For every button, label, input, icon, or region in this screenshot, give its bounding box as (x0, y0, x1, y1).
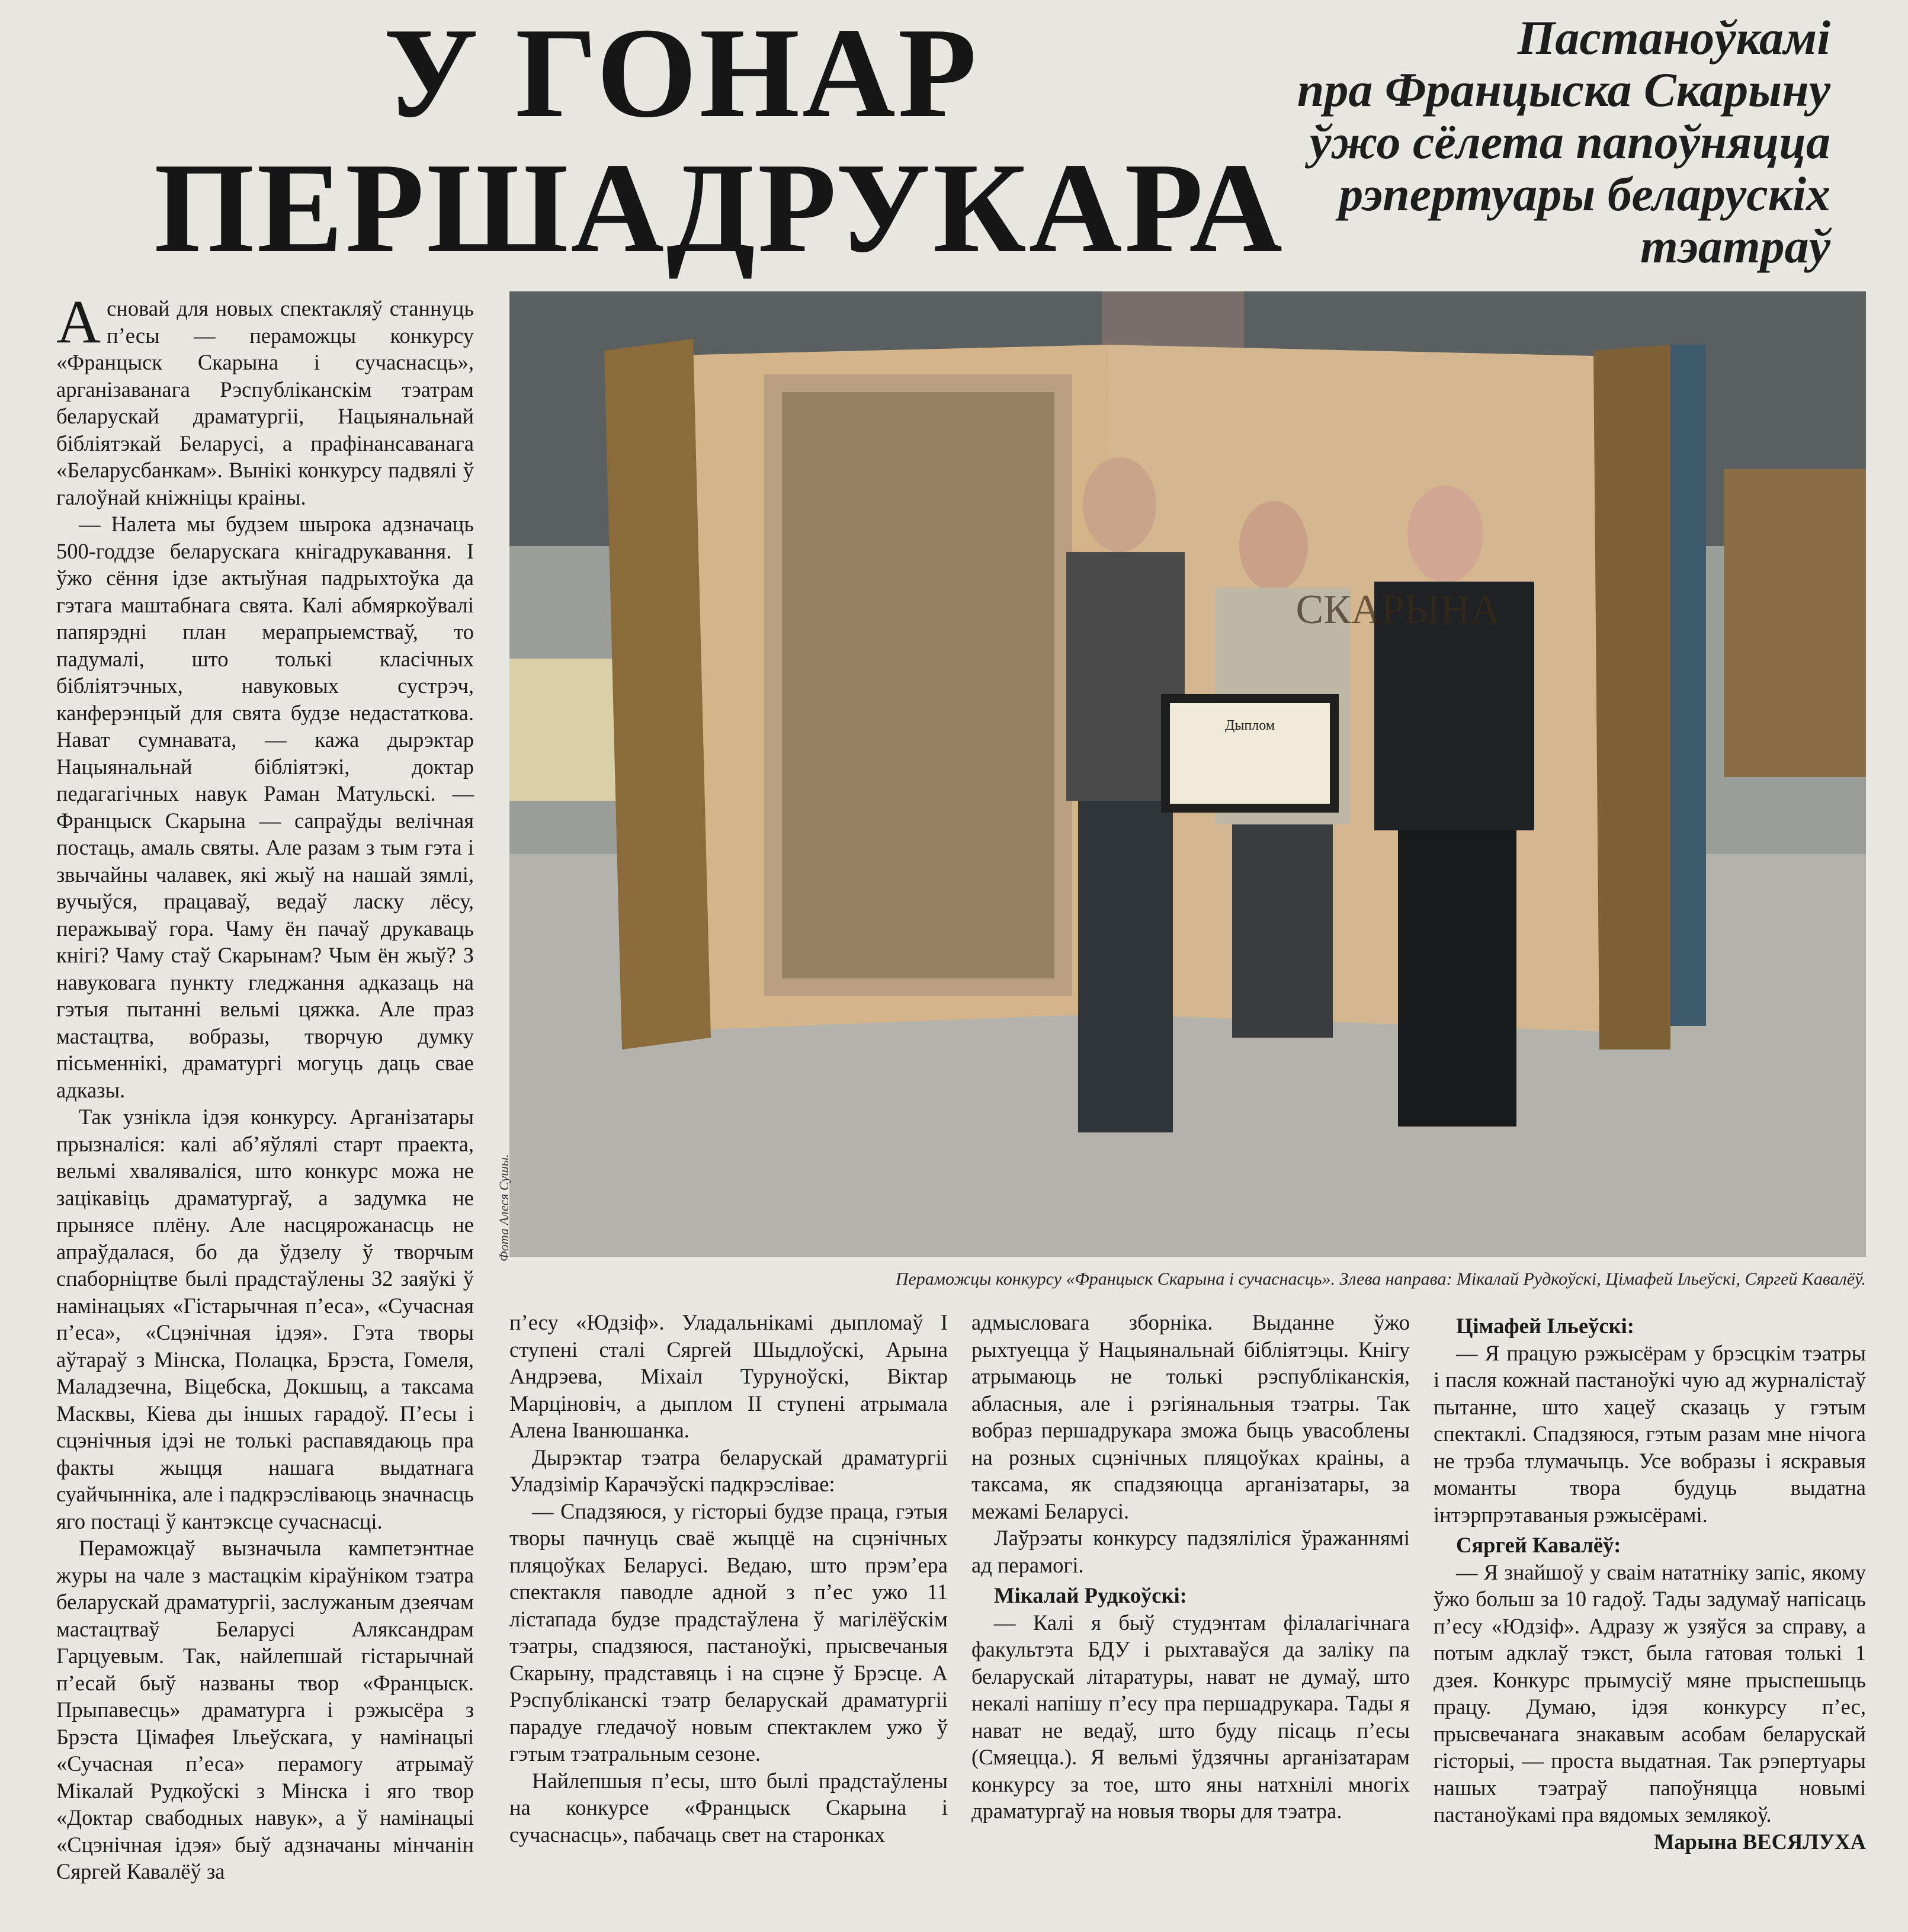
article-column-3 (971, 1309, 1410, 1825)
subhead-line-1: Пастаноўкамі (1517, 11, 1830, 65)
article-paragraph: Найлепшыя п’есы, што былі прадстаўлены на конкурсе «Францыск Скарына і сучаснасць», пабачаць свет на старонках (509, 1768, 948, 1847)
paragraph-text: сновай для новых спектакляў станнуць п’есы — пераможцы конкурсу «Францыск Скарына і сучаснасць», арганізаванага Рэспубліканскім тэатрам беларускай драматургіі, Нацыянальнай бібліятэкай Беларусі, а прафінансаванага «Беларусбанкам». Вынікі конкурсу падвялі ў галоўнай кніжніцы краіны. (56, 296, 474, 509)
article-column-4 (1434, 1309, 1866, 1855)
article-paragraph: адмысловага зборніка. Выданне ўжо рыхтуецца ў Нацыянальнай бібліятэцы. Кнігу атрымаюць не толькі рэспубліканскія, абласныя, але і рэгіянальныя тэатры. Так вобраз першадрукара зможа быць увасоблены на розных сцэнічных пляцоўках краіны, а таксама, як спадзяюцца арганізатары, за межамі Беларусі. (971, 1310, 1410, 1523)
drop-cap: А (56, 288, 101, 356)
article-paragraph: — Спадзяюся, у гісторыі будзе праца, гэтыя творы пачнуць сваё жыццё на сцэнічных пляцоўках Беларусі. Ведаю, што прэм’ера спектакля паводле адной з п’ес ужо 11 лістапада будзе прадстаўлена ў магілёўскім тэатры, спадзяюся, пастаноўкі, прысвечаныя Скарыну, прадставяць і на сцэне ў Брэсце. А Рэспубліканскі тэатр беларускай драматургіі парадуе гледачоў новым спектаклем ужо ў гэтым тэатральным сезоне. (509, 1498, 948, 1766)
diploma-title: Дыплом (1224, 718, 1275, 733)
headline (154, 2, 1285, 280)
article-column-2 (509, 1309, 948, 1848)
article-paragraph: — Калі я быў студэнтам філалагічнага факультэта БДУ і рыхтаваўся да заліку па беларускай літаратуры, нават не думаў, што некалі напішу п’есу пра першадрукара. Тады я нават не ведаў, што буду пісаць п’есы (Смяецца.). Я вельмі ўдзячны арганізатарам конкурсу за тое, што яны натхнілі многіх драматургаў на новыя творы для тэатра. (971, 1610, 1410, 1823)
subheadline (1268, 12, 1830, 272)
article-paragraph: Пераможцаў вызначыла кампетэнтнае журы на чале з мастацкім кіраўніком тэатра беларускай драматургіі, заслужаным дзеячам мастацтваў Беларусі Аляксандрам Гарцуевым. Так, найлепшай гістарычнай п’есай быў названы твор «Францыск. Прыпавесць» драматурга і рэжысёра з Брэста Цімафея Ільеўскага, у намінацыі «Сучасная п’еса» перамогу атрымаў Мікалай Рудкоўскі з Мінска і яго твор «Доктар свабодных навук», а ў намінацыі «Сцэнічная ідэя» быў адзначаны мінчанін Сяргей Кавалёў за (56, 1536, 474, 1883)
photo-illustration (509, 291, 1866, 1257)
author-byline (1434, 1828, 1866, 1856)
article-paragraph: п’есу «Юдзіф». Уладальнікамі дыпломаў І ступені сталі Сяргей Шыдлоўскі, Арына Андрэева, Міхаіл Туруноўскі, Віктар Марціновіч, а дыплом ІІ ступені атрымала Алена Іванюшанка. (509, 1310, 948, 1442)
article-paragraph (56, 288, 474, 511)
article-paragraph: Дырэктар тэатра беларускай драматургіі Уладзімір Карачэўскі падкрэслівае: (509, 1445, 948, 1496)
headline-line-2: ПЕРШАДРУКАРА (154, 137, 1285, 280)
book-lettering: СКАРЫНА (1295, 587, 1500, 633)
subhead-line-3: ўжо сёлета папоўняцца (1310, 115, 1830, 169)
photo-caption: Пераможцы конкурсу «Францыск Скарына і сучаснасць». Злева направа: Мікалай Рудкоўскі, Цімафей Ільеўскі, Сяргей Кавалёў. (895, 1269, 1866, 1289)
subhead-line-5: тэатраў (1640, 219, 1830, 273)
article-column-1 (56, 288, 474, 1885)
speaker-name: Цімафей Ільеўскі: (1456, 1314, 1634, 1338)
article-paragraph: Лаўрэаты конкурсу падзяліліся ўражаннямі ад перамогі. (971, 1526, 1410, 1577)
article-paragraph: Так узнікла ідэя конкурсу. Арганізатары прызналіся: калі аб’яўлялі старт праекта, вельмі хваляваліся, што конкурс можа не зацікавіць драматургаў, а задумка не прынясе плёну. Але насцярожанасць не апраўдалася, бо да ўдзелу ў творчым спаборніцтве былі прадстаўлены 32 заяўкі ў намінацыях «Гістарычная п’еса», «Сучасная п’еса», «Сцэнічная ідэя». Гэта творы аўтараў з Мінска, Полацка, Брэста, Гомеля, Маладзечна, Віцебска, Докшыц, а таксама Масквы, Кіева ды іншых гарадоў. П’есы і сцэнічныя ідэі не толькі распавядаюць пра факты жыцця нашага выдатнага суайчынніка, але і падкрэсліваюць значнасць яго постаці ў кантэксце сучаснасці. (56, 1105, 474, 1533)
speaker-name: Сяргей Кавалёў: (1456, 1533, 1621, 1557)
byline-last-name: ВЕСЯЛУХА (1742, 1829, 1866, 1854)
headline-line-1: У ГОНАР (383, 2, 979, 145)
byline-first-name: Марына (1653, 1829, 1737, 1854)
article-paragraph: — Я працую рэжысёрам у брэсцкім тэатры і пасля кожнай пастаноўкі чую ад журналістаў пытанне, што хацеў сказаць у гэтым спектаклі. Спадзяюся, гэтым разам мне нічога не трэба тлумачыць. Усе вобразы і яскравыя моманты твора будуць выдатна інтэрпрэтаваныя рэжысёрамі. (1434, 1340, 1866, 1527)
subhead-line-2: пра Францыска Скарыну (1297, 63, 1830, 117)
article-paragraph: — Налета мы будзем шырока адзначаць 500-годдзе беларускага кнігадрукавання. І ўжо сёння ідзе актыўная падрыхтоўка да гэтага маштабнага свята. Калі абмяркоўвалі папярэдні план мерапрыемстваў, то падумалі, што толькі класічных бібліятэчных, навуковых сустрэч, канферэнцый для свята будзе недастаткова. Нават сумнавата, — кажа дырэктар Нацыянальнай бібліятэкі, доктар педагагічных навук Раман Матульскі. — Францыск Скарына — сапраўды велічная постаць, амаль святы. Але разам з тым гэта і звычайны чалавек, які жыў на нашай зямлі, вучыўся, працаваў, ведаў ласку лёсу, перажываў гора. Чаму ён пачаў друкаваць кнігі? Чаму стаў Скарынам? Чым ён жыў? З навуковага пункту гледжання адказаць на гэтыя пытанні вельмі цяжка. Але праз мастацтва, вобразы, творчую думку пісьменнікі, драматургі могуць даць свае адказы. (56, 512, 474, 1102)
speaker-name: Мікалай Рудкоўскі: (994, 1583, 1187, 1607)
article-paragraph: — Я знайшоў у сваім нататніку запіс, якому ўжо больш за 10 гадоў. Тады задумаў напісаць п’есу «Юдзіф». Адразу ж узяўся за справу, а потым адклаў тэкст, была гатовая толькі 1 дзея. Конкурс прымусіў мяне прыспешыць працу. Думаю, ідэя конкурсу п’ес, прысвечанага знакавым асобам беларускай гісторыі, — проста выдатная. Так рэпертуары нашых тэатраў папоўняцца новымі пастаноўкамі пра вядомых землякоў. (1434, 1559, 1866, 1827)
subhead-line-4: рэпертуары беларускіх (1339, 167, 1830, 221)
photo-credit: Фота Алеся Сушы. (496, 1154, 511, 1262)
article-photo (509, 291, 1866, 1257)
